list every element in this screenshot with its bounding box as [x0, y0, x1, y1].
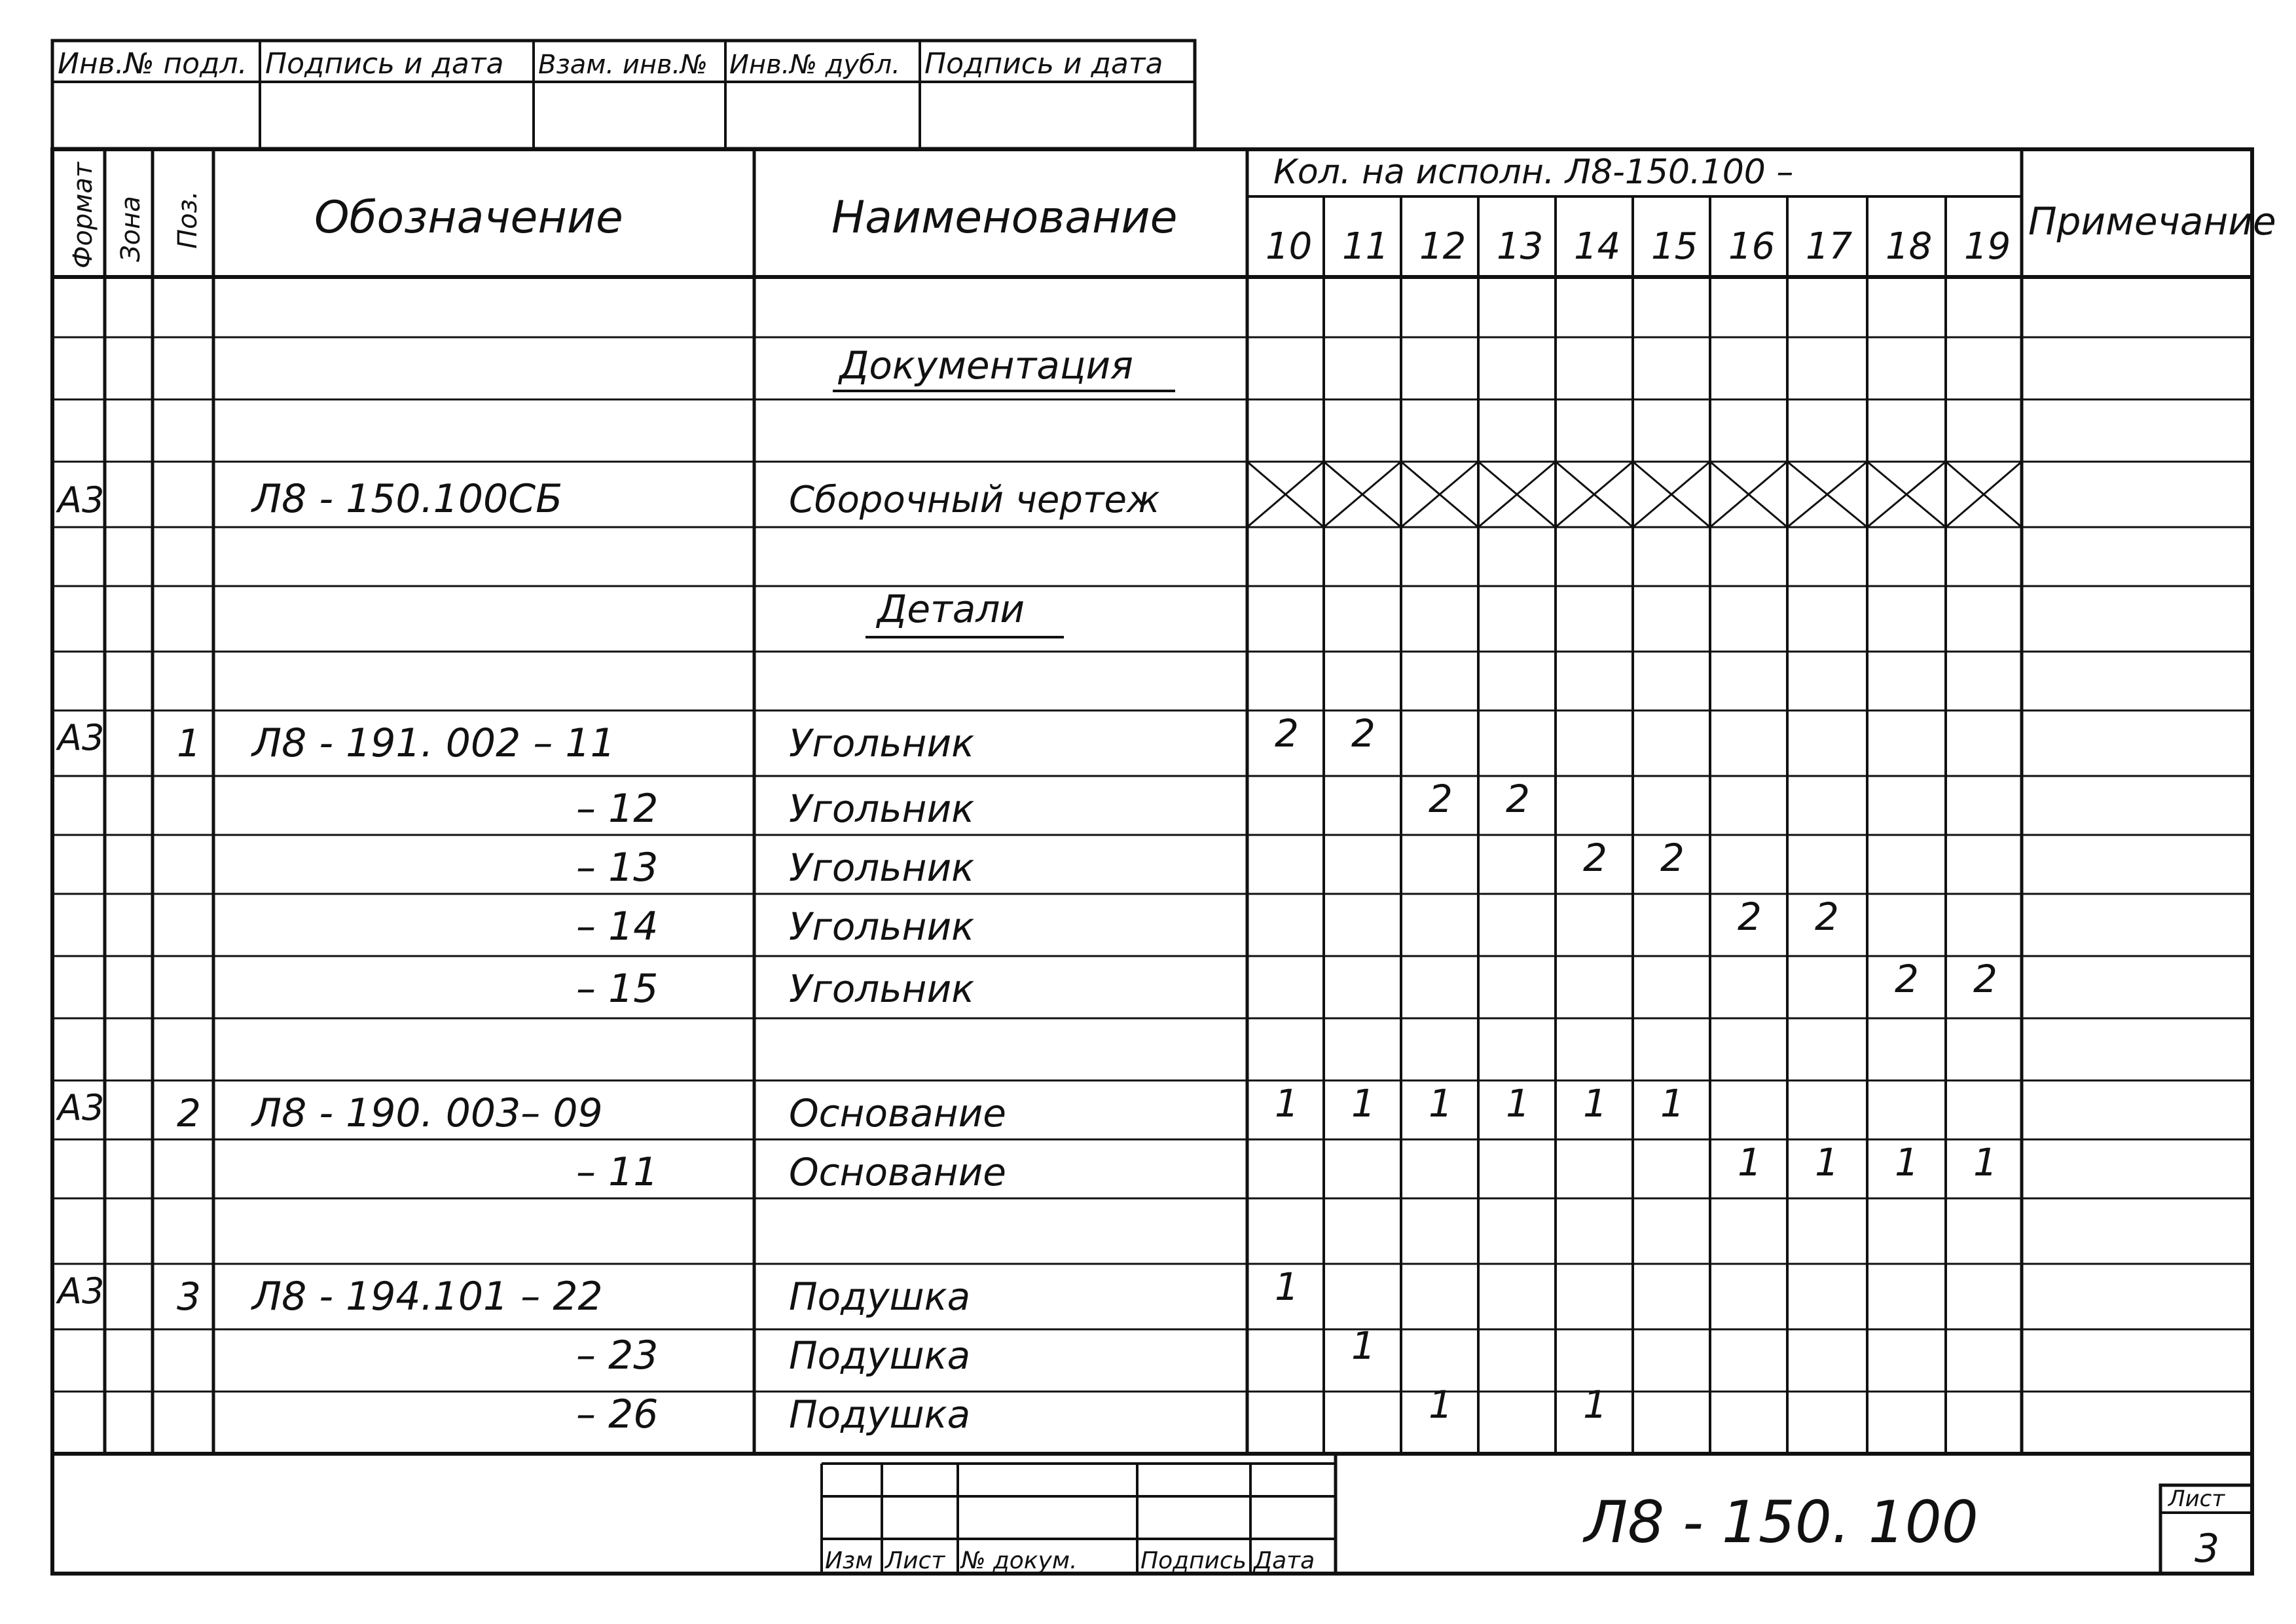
row-qty-12: 1	[1429, 1081, 1453, 1126]
row-qty-16: 2	[1738, 895, 1762, 939]
row-qty-11: 1	[1351, 1081, 1376, 1126]
table-row	[56, 1264, 1299, 1320]
row-qty-11: 2	[1351, 711, 1376, 756]
row-qty-14: 1	[1583, 1081, 1607, 1126]
variant-header-15: 15	[1651, 225, 1698, 268]
header-designation: Обозначение	[314, 192, 623, 244]
row-name: Подушка	[789, 1274, 971, 1319]
row-qty-17: 2	[1815, 895, 1839, 939]
row-qty-10: 2	[1275, 711, 1299, 756]
table-row	[576, 895, 1839, 950]
row-qty-12: 2	[1429, 777, 1453, 821]
variant-header-12: 12	[1419, 225, 1467, 268]
row-qty-11: 1	[1351, 1323, 1376, 1368]
row-qty-13: 1	[1506, 1081, 1530, 1126]
variant-header-18: 18	[1886, 225, 1933, 268]
assembly-name: Сборочный чертеж	[789, 479, 1160, 521]
row-qty-17: 1	[1815, 1140, 1839, 1185]
section-documentation: Документация	[839, 343, 1133, 388]
tb-label-change: Изм	[825, 1547, 873, 1574]
row-qty-14: 1	[1583, 1382, 1607, 1427]
row-name: Угольник	[789, 845, 975, 890]
row-name: Угольник	[789, 904, 975, 949]
table-row	[576, 1323, 1376, 1378]
row-format: А3	[58, 1270, 105, 1312]
row-position: 2	[177, 1091, 201, 1135]
archive-field-sign-date-1: Подпись и дата	[265, 47, 504, 81]
row-qty-15: 2	[1660, 836, 1685, 880]
header-note: Примечание	[2028, 199, 2276, 244]
row-name: Угольник	[789, 786, 975, 831]
row-designation: – 15	[576, 966, 659, 1012]
row-qty-14: 2	[1583, 836, 1607, 880]
row-qty-10: 1	[1275, 1264, 1299, 1309]
variant-header-14: 14	[1574, 225, 1621, 268]
row-designation: Л8 - 190. 003– 09	[252, 1090, 603, 1136]
section-parts: Детали	[877, 587, 1025, 631]
row-position: 1	[177, 721, 201, 766]
row-designation: – 13	[576, 845, 659, 891]
archive-field-replacement: Взам. инв.№	[538, 50, 708, 80]
row-name: Угольник	[789, 967, 975, 1011]
variant-header-16: 16	[1728, 225, 1776, 268]
row-designation: – 26	[576, 1392, 659, 1437]
archive-field-inv-orig: Инв.№ подл.	[58, 47, 247, 81]
table-row	[576, 777, 1530, 832]
variant-header-17: 17	[1806, 225, 1853, 268]
table-row	[56, 1081, 1685, 1136]
header-name: Наименование	[831, 192, 1178, 244]
row-name: Основание	[789, 1150, 1006, 1194]
row-designation: – 11	[576, 1149, 659, 1195]
variant-column-lines	[1324, 196, 1946, 1454]
row-qty-13: 2	[1506, 777, 1530, 821]
sheet-number: 3	[2195, 1526, 2220, 1572]
table-row	[56, 711, 1376, 766]
assembly-crossed-cells	[1247, 462, 2022, 527]
assembly-format: А3	[58, 479, 105, 521]
assembly-row	[56, 476, 1159, 522]
header-pos: Поз.	[173, 191, 203, 249]
assembly-designation: Л8 - 150.100СБ	[252, 476, 563, 522]
table-row	[576, 836, 1685, 891]
tb-label-date: Дата	[1254, 1547, 1315, 1574]
row-designation: Л8 - 191. 002 – 11	[252, 720, 615, 766]
variant-header-13: 13	[1497, 225, 1544, 268]
row-designation: – 23	[576, 1333, 659, 1378]
tb-label-sheet: Лист	[885, 1547, 945, 1574]
row-format: А3	[58, 1087, 105, 1128]
row-qty-19: 1	[1973, 1140, 1997, 1185]
row-qty-19: 2	[1973, 957, 1997, 1001]
row-qty-10: 1	[1275, 1081, 1299, 1126]
sheet-label: Лист	[2168, 1486, 2225, 1512]
row-name: Подушка	[789, 1333, 971, 1378]
variant-header-11: 11	[1342, 225, 1389, 268]
row-position: 3	[177, 1274, 201, 1319]
row-qty-18: 2	[1895, 957, 1919, 1001]
row-qty-18: 1	[1895, 1140, 1919, 1185]
variant-headers	[1266, 225, 2011, 268]
row-designation: Л8 - 194.101 – 22	[252, 1274, 603, 1320]
header-qty-caption: Кол. на исполн. Л8-150.100 –	[1273, 153, 1794, 192]
table-row	[576, 1140, 1997, 1195]
archive-field-sign-date-2: Подпись и дата	[924, 47, 1163, 81]
row-format: А3	[58, 717, 105, 758]
header-format: Формат	[68, 162, 98, 268]
tb-label-signature: Подпись	[1140, 1547, 1247, 1574]
row-qty-12: 1	[1429, 1382, 1453, 1427]
row-name: Основание	[789, 1091, 1006, 1135]
document-code: Л8 - 150. 100	[1584, 1488, 1978, 1556]
variant-header-10: 10	[1266, 225, 1313, 268]
row-name: Подушка	[789, 1392, 971, 1437]
row-qty-16: 1	[1738, 1140, 1762, 1185]
archive-stamp	[52, 41, 1195, 149]
spec-table	[52, 149, 2252, 1574]
variant-header-19: 19	[1964, 225, 2011, 268]
title-block	[822, 1454, 2252, 1574]
header-zone: Зона	[116, 196, 146, 262]
table-row	[576, 957, 1997, 1012]
archive-field-inv-dup: Инв.№ дубл.	[729, 50, 900, 80]
row-name: Угольник	[789, 721, 975, 766]
row-designation: – 14	[576, 904, 659, 950]
row-designation: – 12	[576, 786, 659, 832]
row-qty-15: 1	[1660, 1081, 1685, 1126]
tb-label-doc-number: № докум.	[961, 1547, 1078, 1574]
